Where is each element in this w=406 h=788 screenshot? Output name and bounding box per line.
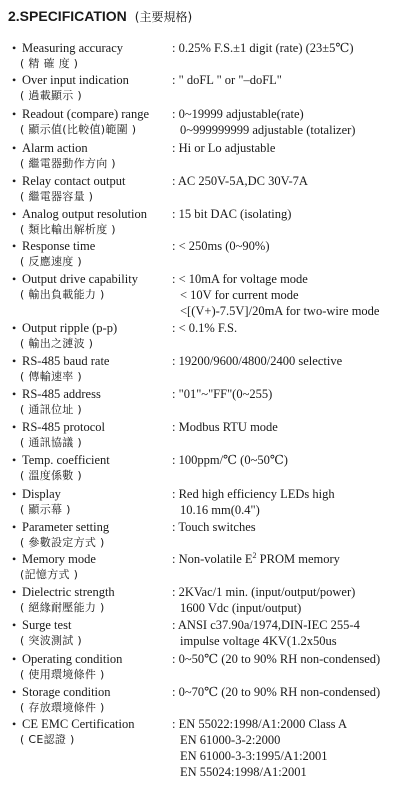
spec-label: CE EMC Certification <box>22 717 135 731</box>
bullet-icon: • <box>12 239 17 253</box>
spec-label: RS-485 baud rate <box>22 354 110 368</box>
spec-label: Display <box>22 487 61 501</box>
spec-value-continued: EN 61000-3-3:1995/A1:2001 <box>180 749 328 763</box>
heading-english: 2.SPECIFICATION <box>8 8 127 24</box>
bullet-icon: • <box>12 585 17 599</box>
spec-value-continued: EN 61000-3-2:2000 <box>180 733 281 747</box>
spec-label-chinese: ( 輸出之漣波 ) <box>20 337 94 350</box>
spec-label: Operating condition <box>22 652 123 666</box>
spec-value-superscript: 2 <box>252 550 257 560</box>
spec-value-continued: <[(V+)-7.5V]/20mA for two-wire mode <box>180 304 380 318</box>
spec-value-continued: < 10V for current mode <box>180 288 299 302</box>
spec-value: : < 250ms (0~90%) <box>172 239 270 253</box>
bullet-icon: • <box>12 618 17 632</box>
bullet-icon: • <box>12 652 17 666</box>
spec-value <box>172 551 340 567</box>
spec-value: : Hi or Lo adjustable <box>172 141 276 155</box>
spec-value-continued: 0~999999999 adjustable (totalizer) <box>180 123 356 137</box>
spec-label-chinese: ( 過載顯示 ) <box>20 89 82 102</box>
spec-label-chinese: ( 輸出負載能力 ) <box>20 288 105 301</box>
spec-label: Relay contact output <box>22 174 126 188</box>
spec-value: : Modbus RTU mode <box>172 420 278 434</box>
spec-label-chinese: ( 突波測試 ) <box>20 634 82 647</box>
section-heading <box>8 8 192 26</box>
bullet-icon: • <box>12 453 17 467</box>
bullet-icon: • <box>12 487 17 501</box>
spec-value: : 0~70℃ (20 to 90% RH non-condensed) <box>172 685 381 699</box>
spec-value: : ANSI c37.90a/1974,DIN-IEC 255-4 <box>172 618 360 632</box>
spec-label-chinese: ( 繼電器容量 ) <box>20 190 94 203</box>
spec-label-chinese: ( 溫度係數 ) <box>20 469 82 482</box>
spec-label: Temp. coefficient <box>22 453 110 467</box>
spec-label: Output drive capability <box>22 272 138 286</box>
spec-label: Memory mode <box>22 552 96 566</box>
spec-value: : 0~50℃ (20 to 90% RH non-condensed) <box>172 652 381 666</box>
heading-chinese: (主要規格) <box>134 10 193 24</box>
spec-label: RS-485 address <box>22 387 101 401</box>
spec-value: : 0~19999 adjustable(rate) <box>172 107 304 121</box>
spec-label: RS-485 protocol <box>22 420 105 434</box>
spec-value: : < 0.1% F.S. <box>172 321 238 335</box>
spec-label: Surge test <box>22 618 72 632</box>
spec-label-chinese: ( 反應速度 ) <box>20 255 82 268</box>
spec-label: Response time <box>22 239 96 253</box>
spec-value-continued: EN 55024:1998/A1:2001 <box>180 765 307 779</box>
spec-label-chinese: ( 繼電器動作方向 ) <box>20 157 116 170</box>
bullet-icon: • <box>12 354 17 368</box>
spec-value: : 19200/9600/4800/2400 selective <box>172 354 343 368</box>
bullet-icon: • <box>12 41 17 55</box>
spec-label-chinese: ( 傳輸速率 ) <box>20 370 82 383</box>
bullet-icon: • <box>12 420 17 434</box>
bullet-icon: • <box>12 321 17 335</box>
bullet-icon: • <box>12 552 17 566</box>
bullet-icon: • <box>12 73 17 87</box>
spec-label-chinese: ( 通訊協議 ) <box>20 436 82 449</box>
spec-label: Storage condition <box>22 685 111 699</box>
spec-value: : Touch switches <box>172 520 256 534</box>
bullet-icon: • <box>12 520 17 534</box>
spec-value-continued: 1600 Vdc (input/output) <box>180 601 302 615</box>
spec-value: : 100ppm/℃ (0~50℃) <box>172 453 288 467</box>
bullet-icon: • <box>12 107 17 121</box>
bullet-icon: • <box>12 387 17 401</box>
spec-value-part: PROM memory <box>256 552 340 566</box>
spec-value: : 15 bit DAC (isolating) <box>172 207 292 221</box>
spec-value: : < 10mA for voltage mode <box>172 272 308 286</box>
spec-label-chinese: ( 精 確 度 ) <box>20 57 79 70</box>
spec-label-chinese: ( 絕緣耐壓能力 ) <box>20 601 105 614</box>
bullet-icon: • <box>12 272 17 286</box>
spec-label: Readout (compare) range <box>22 107 150 121</box>
spec-value: : 0.25% F.S.±1 digit (rate) (23±5℃) <box>172 41 354 55</box>
spec-label-chinese: ( 顯示幕 ) <box>20 503 71 516</box>
spec-value-part: : Non-volatile E <box>172 552 253 566</box>
spec-label-chinese: ( 類比輸出解析度 ) <box>20 223 116 236</box>
spec-label-chinese: (記憶方式 ) <box>20 568 79 581</box>
spec-label: Output ripple (p-p) <box>22 321 118 335</box>
spec-label: Alarm action <box>22 141 88 155</box>
spec-label: Dielectric strength <box>22 585 115 599</box>
spec-value: : AC 250V-5A,DC 30V-7A <box>172 174 308 188</box>
bullet-icon: • <box>12 141 17 155</box>
spec-value: : 2KVac/1 min. (input/output/power) <box>172 585 356 599</box>
bullet-icon: • <box>12 207 17 221</box>
spec-label-chinese: ( 使用環境條件 ) <box>20 668 105 681</box>
spec-label-chinese: ( 通訊位址 ) <box>20 403 82 416</box>
spec-label: Parameter setting <box>22 520 110 534</box>
spec-label-chinese: ( 參數設定方式 ) <box>20 536 105 549</box>
spec-value: : " doFL " or "–doFL" <box>172 73 282 87</box>
spec-label-chinese: ( CE認證 ) <box>20 733 75 746</box>
spec-label: Analog output resolution <box>22 207 147 221</box>
spec-label: Measuring accuracy <box>22 41 123 55</box>
spec-value: : Red high efficiency LEDs high <box>172 487 335 501</box>
bullet-icon: • <box>12 685 17 699</box>
spec-label-chinese: ( 顯示值(比較值)範圍 ) <box>20 123 137 136</box>
bullet-icon: • <box>12 174 17 188</box>
spec-label: Over input indication <box>22 73 129 87</box>
spec-value: : "01"~"FF"(0~255) <box>172 387 273 401</box>
spec-label-chinese: ( 存放環境條件 ) <box>20 701 105 714</box>
spec-value-continued: impulse voltage 4KV(1.2x50us <box>180 634 337 648</box>
bullet-icon: • <box>12 717 17 731</box>
spec-value-continued: 10.16 mm(0.4") <box>180 503 260 517</box>
spec-value: : EN 55022:1998/A1:2000 Class A <box>172 717 348 731</box>
